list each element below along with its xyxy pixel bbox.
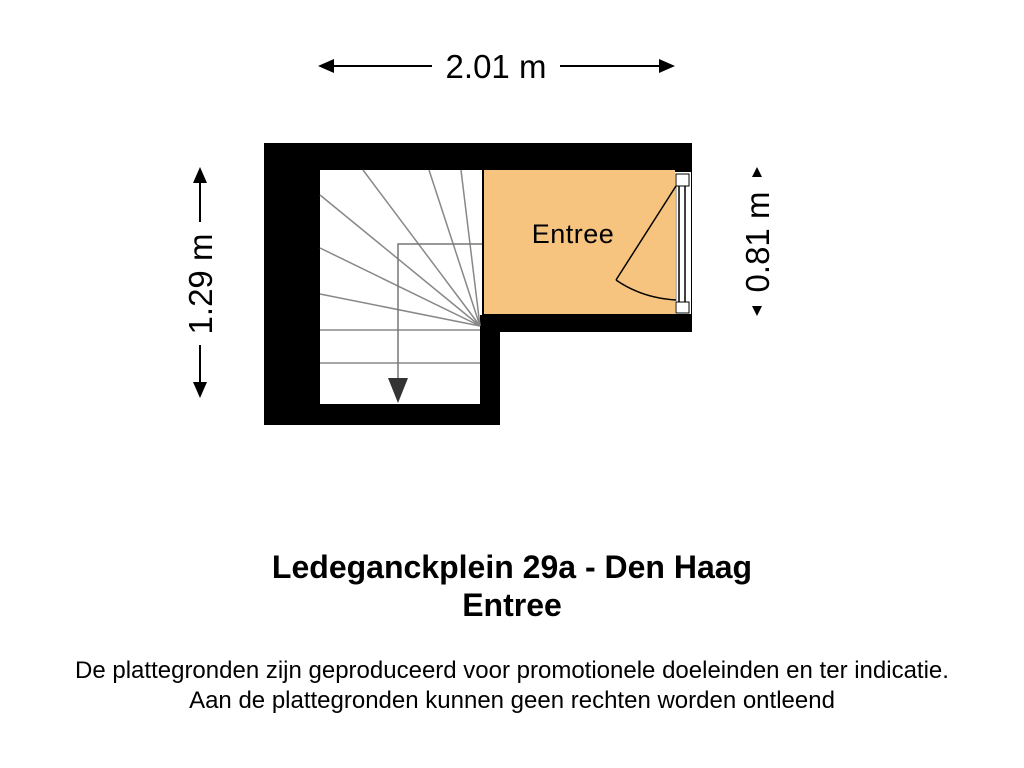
disclaimer-block [0,656,1024,716]
height-dimension-label: 1.29 m [182,233,219,335]
address-title: Ledeganckplein 29a - Den Haag [271,549,753,585]
width-dimension-label: 2.01 m [445,48,547,85]
door-side-dimension [739,167,776,316]
entree-room-label: Entree [531,219,615,249]
width-dimension [318,48,675,85]
floor-title: Entree [462,587,562,623]
disclaimer-line-2: Aan de plattegronden kunnen geen rechten worden ontleend [189,687,835,714]
title-block [0,548,1024,624]
height-dimension [182,167,219,398]
door-side-dimension-label: 0.81 m [739,191,776,293]
disclaimer-line-1: De plattegronden zijn geproduceerd voor promotionele doeleinden en ter indicatie. [75,657,949,684]
